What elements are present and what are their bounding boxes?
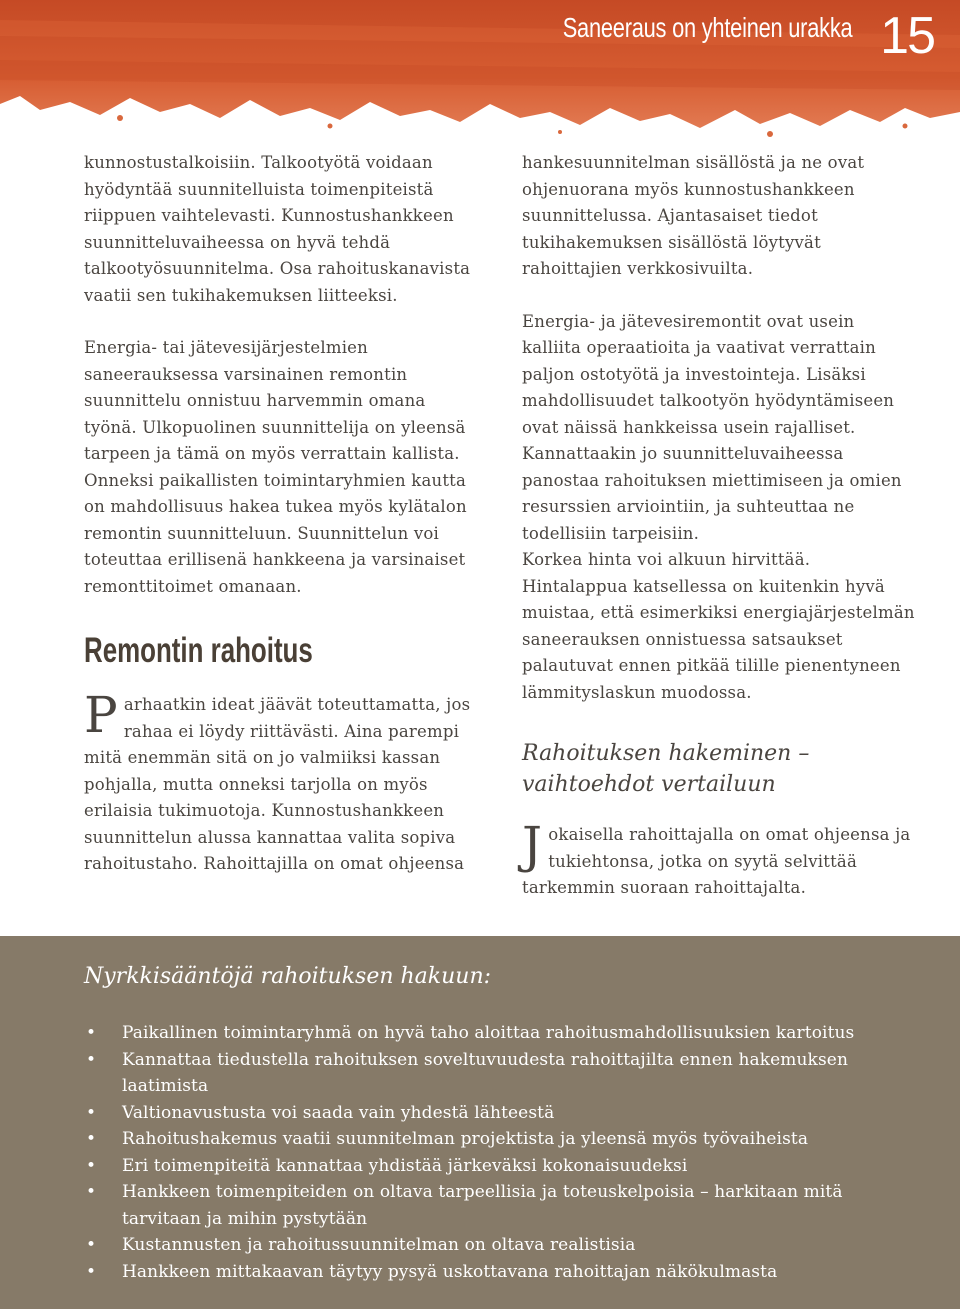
list-item: • Valtionavustusta voi saada vain yhdestä lähteestä <box>84 1100 924 1127</box>
left-paragraph-2: Energia- tai jätevesijärjestelmien saneerauksessa varsinainen remontin suunnittelu onnistuu harvemmin omana työnä. Ulkopuolinen suunnittelija on yleensä tarpeen ja tämä on myös verrattain kallista. Onneksi paikallisten toimintaryhmien kautta on mahdollisuus hakea tukea myös kylätalon remontin suunnitteluun. Suunnittelun voi toteuttaa erillisenä hankkeena ja varsinaiset remonttitoimet omanaan. <box>84 338 467 596</box>
left-paragraph-1: kunnostustalkoisiin. Talkootyötä voidaan hyödyntää suunnitelluista toimenpiteistä riippuen vaihtelevasti. Kunnostushankkeen suunnitteluvaiheessa on hyvä tehdä talkootyösuunnitelma. Osa rahoituskanavista vaatii sen tukihakemuksen liitteeksi. <box>84 153 471 305</box>
sub-paragraph <box>522 816 917 902</box>
bullet-icon: • <box>86 1049 97 1070</box>
sub-paragraph-text: okaisella rahoittajalla on omat ohjeensa ja tukiehtonsa, jotka on syytä selvittää tarkemmin suoraan rahoittajalta. <box>522 825 911 897</box>
right-paragraph-3: Korkea hinta voi alkuun hirvittää. Hintalappua katsellessa on kuitenkin hyvä muistaa, että esimerkiksi energiajärjestelmän saneerauksen onnistuessa satsaukset palautuvat ennen pitkää tilille pienentyneen lämmityslaskun muodossa. <box>522 550 915 702</box>
section-heading: Remontin rahoitus <box>84 631 313 670</box>
bullet-icon: • <box>86 1261 97 1282</box>
list-item: • Kustannusten ja rahoitussuunnitelman on oltava realistisia <box>84 1232 924 1259</box>
section-paragraph-text: arhaatkin ideat jäävät toteuttamatta, jos rahaa ei löydy riittävästi. Aina parempi mitä enemmän sitä on jo valmiiksi kassan pohjalla, mutta onneksi tarjolla on myös erilaisia tukimuotoja. Kunnostushankkeen suunnittelun alussa kannattaa valita sopiva rahoitustaho. Rahoittajilla on omat ohjeensa <box>84 695 471 873</box>
list-item: • Eri toimenpiteitä kannattaa yhdistää järkeväksi kokonaisuudeksi <box>84 1153 924 1180</box>
drop-cap: P <box>84 686 118 744</box>
subheading: Rahoituksen hakeminen – vaihtoehdot vertailuun <box>522 741 810 797</box>
tips-box-title: Nyrkkisääntöjä rahoituksen hakuun: <box>84 964 492 989</box>
section-paragraph <box>84 686 479 878</box>
tips-list <box>84 1020 924 1285</box>
right-paragraph-2: Energia- ja jätevesiremontit ovat usein kalliita operaatioita ja vaativat verrattain paljon ostotyötä ja investointeja. Lisäksi mahdollisuudet talkootyön hyödyntämiseen ovat näissä hankkeissa usein rajalliset. Kannattaakin jo suunnitteluvaiheessa panostaa rahoituksen miettimiseen ja omien resurssien arviointiin, ja suhteuttaa ne todellisiin tarpeisiin. <box>522 311 902 543</box>
header-paint-band <box>0 0 960 150</box>
tips-box <box>0 936 960 1309</box>
drop-cap: J <box>522 816 543 874</box>
bullet-icon: • <box>86 1102 97 1123</box>
right-column <box>522 150 917 902</box>
bullet-icon: • <box>86 1235 97 1255</box>
list-item: • Rahoitushakemus vaatii suunnitelman projektista ja yleensä myös työvaiheista <box>84 1126 924 1153</box>
list-item: • Hankkeen mittakaavan täytyy pysyä uskottavana rahoittajan näkökulmasta <box>84 1259 924 1286</box>
bullet-icon: • <box>86 1182 97 1202</box>
list-item: • Paikallinen toimintaryhmä on hyvä taho aloittaa rahoitusmahdollisuuksien kartoitus <box>84 1020 924 1047</box>
bullet-icon: • <box>86 1023 97 1043</box>
right-paragraph-1: hankesuunnitelman sisällöstä ja ne ovat ohjenuorana myös kunnostushankkeen suunnittelussa. Ajantasaiset tiedot tukihakemuksen sisällöstä löytyvät rahoittajien verkkosivuilta. <box>522 153 865 278</box>
bullet-icon: • <box>86 1129 97 1149</box>
list-item: • Kannattaa tiedustella rahoituksen soveltuvuudesta rahoittajilta ennen hakemuksen laatimista <box>84 1047 924 1100</box>
bullet-icon: • <box>86 1155 97 1176</box>
list-item: • Hankkeen toimenpiteiden on oltava tarpeellisia ja toteuskelpoisia – harkitaan mitä tarvitaan ja mihin pystytään <box>84 1179 924 1232</box>
page-number: 15 <box>880 7 934 65</box>
left-column <box>84 150 479 878</box>
running-header-title: Saneeraus on yhteinen urakka <box>562 12 852 43</box>
